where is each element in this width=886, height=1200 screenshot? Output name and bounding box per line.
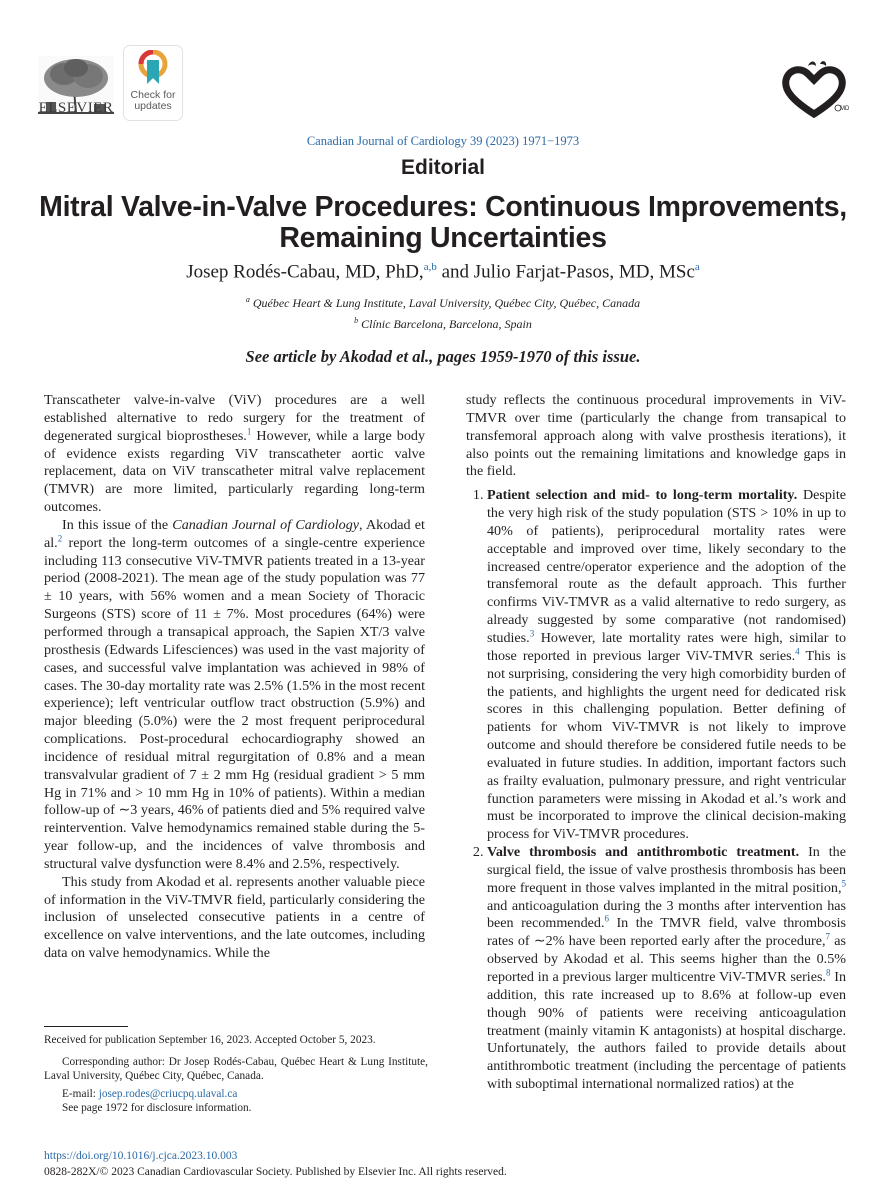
right-column <box>466 392 846 1094</box>
corresponding-author-note: Corresponding author: Dr Josep Rodés-Cabau, Québec Heart & Lung Institute, Laval University, Québec City, Québec, Canada. <box>44 1056 428 1082</box>
item-1-text-c: This is not surprising, considering the very high comorbidity burden of the patients, and highlights the urgent need for dedicated risk scores in this challenging population. Better defining of patients for whom ViV-TMVR is not likely to improve outcome and should therefore be considered futile needs to be evaluated in future studies. In addition, important factors such as frailty evaluation, pulmonary pressure, and right ventricular function parameters were missing in Akodad et al.’s work and must be incorporated to improve the clinical decision-making process for ViV-TMVR procedures. <box>487 647 847 843</box>
item-2-text-b: and anticoagulation during the 3 months after intervention has been recommended. <box>487 897 846 932</box>
article-type: Editorial <box>400 156 485 179</box>
journal-citation[interactable]: Canadian Journal of Cardiology 39 (2023) 1971−1973 <box>306 134 580 148</box>
reference-link-4[interactable]: 4 <box>795 646 800 657</box>
p1-text-a: Transcatheter valve-in-valve (ViV) procedures are a well established alternative to redo surgery for the treatment of degenerated surgical bioprostheses. <box>44 392 425 444</box>
reference-link-3[interactable]: 3 <box>529 628 535 639</box>
email-link[interactable]: josep.rodes@criucpq.ulaval.ca <box>98 1088 238 1100</box>
left-column <box>44 392 425 963</box>
list-item-1 <box>487 487 846 844</box>
item-1-heading: Patient selection and mid- to long-term mortality. <box>487 487 798 504</box>
reference-link-1[interactable]: 1 <box>246 426 252 436</box>
check-for-updates-label[interactable]: Check for updates <box>130 89 176 112</box>
reference-link-5[interactable]: 5 <box>841 878 846 889</box>
affiliation-b-marker: b <box>354 316 359 325</box>
reference-link-2[interactable]: 2 <box>57 533 63 544</box>
received-note: Received for publication September 16, 2023. Accepted October 5, 2023. <box>44 1034 376 1046</box>
item-2-heading: Valve thrombosis and antithrombotic treatment. <box>487 844 800 861</box>
affiliation-b <box>0 316 886 332</box>
affiliation-a <box>0 295 886 311</box>
right-intro-paragraph: study reflects the continuous procedural improvements in ViV-TMVR over time (particularly the change from transapical to transfemoral approach along with valve prosthesis iterations), it also points out the remaining limitations and knowledge gaps in the field. <box>466 392 846 480</box>
affiliation-a-marker: a <box>245 295 250 304</box>
p2-text-c: report the long-term outcomes of a single-centre experience including 113 consecutive ViV-TMVR patients treated in a 13-year period (2008-2021). The mean age of the study population was 77 ± 10 years, with 56% women and a mean Society of Thoracic Surgeons (STS) score of 11 ± 7%. Most procedures (64%) were performed through a transapical approach, the Sapien XT/3 valve prosthesis (Edwards Lifesciences) was used in the vast majority of cases, and successful valve implantation was achieved in 98% of cases. The 30-day mortality rate was 2.5% (1.5% in the most recent experience); left ventricular outflow tract obstruction (5.9%) and major bleeding (5.0%) were the 2 most frequent periprocedural complications. Post-procedural echocardiography showed an incidence of residual mitral regurgitation of 0.8% and a mean transvalvular gradient of 7 ± 2 mm Hg (residual gradient > 5 mm Hg in 71% and > 10 mm Hg in 10% of patients). Within a median follow-up of ∼3 years, 46% of patients died and 5% required valve reintervention. Valve hemodynamics remained stable during the 5-year follow-up, and the incidences of valve thrombosis and structural valve dysfunction were 8.4% and 2.5%, respectively. <box>44 534 425 872</box>
article-title: Mitral Valve-in-Valve Procedures: Continuous Improvements, Remaining Uncertainties <box>39 191 847 254</box>
item-1-text-b: However, late mortality rates were high, similar to those reported in previous larger ViV-TMVR series. <box>487 629 846 664</box>
ccs-heart-logo <box>780 60 848 118</box>
paragraph-3: This study from Akodad et al. represents another valuable piece of information in the ViV-TMVR field, particularly considering the inclusion of unselected consecutive patients in a centre of excellence on valve interventions, and the late outcomes, including data on valve hemodynamics. While the <box>44 873 425 962</box>
item-1-text-a: Despite the very high risk of the study population (STS > 10% in up to 40% of patients), periprocedural mortality rates were acceptable and improved over time, likely secondary to the increased centre/operator experience and the adoption of the transfemoral route as the default approach. This further confirms ViV-TMVR as a valid alternative to redo surgery, as already suggested by some comparative (not randomised) studies. <box>487 487 846 646</box>
list-item-2 <box>487 844 846 1094</box>
footnote-divider <box>44 1026 128 1027</box>
item-2-text-e: In addition, this rate increased up to 8.6% at follow-up even though 90% of patients were receiving anticoagulation treatment (mainly vitamin K antagonists) at hospital discharge. Unfortunately, the authors failed to provide details about antithrombotic treatment (including the percentage of patients with suboptimal international normalized ratios) at the <box>487 969 847 1093</box>
doi-link[interactable]: https://doi.org/10.1016/j.cjca.2023.10.003 <box>44 1150 238 1162</box>
p2-text-b: , Akodad et al. <box>44 516 425 551</box>
copyright-line: 0828-282X/© 2023 Canadian Cardiovascular Society. Published by Elsevier Inc. All rights reserved. <box>44 1166 507 1178</box>
reference-link-7[interactable]: 7 <box>825 931 830 942</box>
author-1: Josep Rodés-Cabau, MD, PhD, <box>186 261 424 283</box>
author-list <box>0 261 886 283</box>
email-label: E-mail: <box>62 1088 99 1100</box>
ccs-mark-text: MD <box>840 106 850 112</box>
affiliation-b-text: Clínic Barcelona, Barcelona, Spain <box>361 317 532 331</box>
affiliation-a-text: Québec Heart & Lung Institute, Laval University, Québec City, Québec, Canada <box>252 296 641 310</box>
item-2-text-c: In the TMVR field, valve thrombosis rates of ∼2% have been reported early after the procedure, <box>487 915 846 950</box>
item-2-text-d: as observed by Akodad et al. This seems higher than the 0.5% reported in a previous larger multicentre ViV-TMVR series. <box>487 933 846 985</box>
author-1-affiliations[interactable]: a,b <box>423 261 437 273</box>
p2-text-a: In this issue of the <box>62 516 173 533</box>
paragraph-2 <box>44 517 425 874</box>
elsevier-tree-logo <box>38 40 114 132</box>
p1-text-b: However, while a large body of evidence exists regarding ViV transcatheter aortic valve replacement, data on ViV transcatheter mitral valve replacement (TMVR) are more limited, particularly regarding long-term outcomes. <box>44 427 425 516</box>
bookmark-check-icon <box>138 50 168 86</box>
paragraph-1 <box>44 392 425 517</box>
email-line <box>44 1088 428 1102</box>
reference-link-6[interactable]: 6 <box>604 913 609 924</box>
publisher-name: ELSEVIER <box>38 100 114 116</box>
author-and: and <box>436 261 474 283</box>
author-2-affiliations[interactable]: a <box>694 261 700 273</box>
reference-link-8[interactable]: 8 <box>825 967 831 978</box>
numbered-list <box>466 487 846 1094</box>
see-article-note[interactable]: See article by Akodad et al., pages 1959-1970 of this issue. <box>245 347 641 366</box>
disclosure-note: See page 1972 for disclosure information. <box>62 1102 252 1114</box>
p2-journal-name: Canadian Journal of Cardiology <box>172 516 360 533</box>
item-2-text-a: In the surgical field, the issue of valve prosthesis thrombosis has been more frequent in those valves implanted in the mitral position, <box>487 844 846 896</box>
author-2: Julio Farjat-Pasos, MD, MSc <box>473 261 695 283</box>
